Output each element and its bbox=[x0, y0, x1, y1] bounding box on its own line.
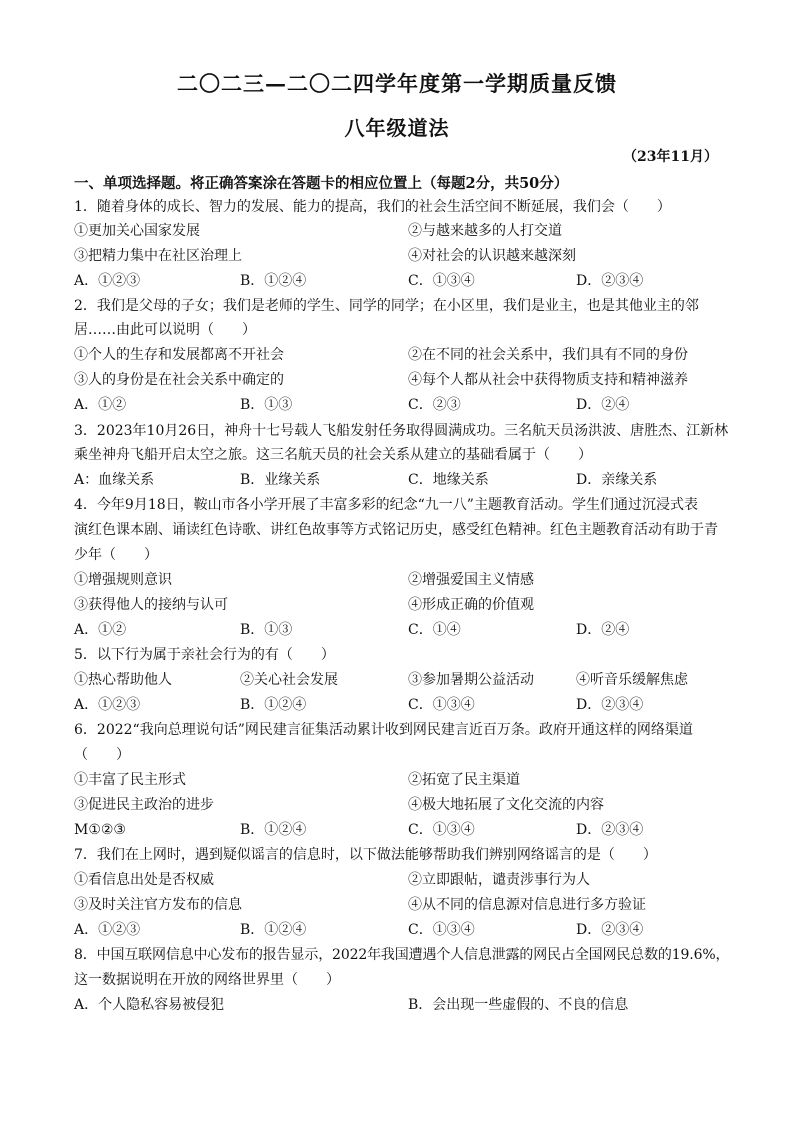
q4-stem-line2: 演红色课本剧、诵读红色诗歌、讲红色故事等方式铭记历史，感受红色精神。红色主题教育活动有助于青 bbox=[74, 522, 718, 538]
section-heading: 一、单项选择题。将正确答案涂在答题卡的相应位置上（每题2分，共50分） bbox=[74, 175, 569, 192]
q5-options bbox=[74, 671, 724, 689]
q7-answer-c: C．①③④ bbox=[408, 922, 475, 938]
q2-answer-c: C．②③ bbox=[408, 397, 461, 413]
q2-option-4: ④每个人都从社会中获得物质支持和精神滋养 bbox=[408, 372, 688, 388]
q1-answers bbox=[74, 272, 724, 290]
q4-answer-a: A．①② bbox=[74, 622, 127, 638]
q6-answers bbox=[74, 821, 724, 839]
q1-answer-a: A．①②③ bbox=[74, 273, 141, 289]
q6-options-row2 bbox=[74, 796, 724, 814]
q6-stem-line1: 6．2022“我向总理说句话”网民建言征集活动累计收到网民建言近百万条。政府开通这样的网络渠道 bbox=[74, 722, 693, 738]
q1-answer-b: B．①②④ bbox=[240, 273, 307, 289]
q4-option-3: ③获得他人的接纳与认可 bbox=[74, 597, 228, 613]
exam-title: 二〇二三—二〇二四学年度第一学期质量反馈 bbox=[177, 71, 617, 96]
q2-answer-b: B．①③ bbox=[240, 397, 293, 413]
q3-answer-c: C．地缘关系 bbox=[408, 472, 489, 488]
q2-stem-line1: 2．我们是父母的子女；我们是老师的学生、同学的同学；在小区里，我们是业主，也是其他业主的邻 bbox=[74, 298, 699, 314]
q3-answer-d: D．亲缘关系 bbox=[576, 472, 658, 488]
q8-option-b: B．会出现一些虚假的、不良的信息 bbox=[408, 997, 629, 1013]
q1-answer-c: C．①③④ bbox=[408, 273, 475, 289]
q3-answer-a: A：血缘关系 bbox=[74, 472, 155, 488]
q7-option-2: ②立即跟帖，谴责涉事行为人 bbox=[408, 872, 590, 888]
q6-options-row1 bbox=[74, 771, 724, 789]
q1-option-4: ④对社会的认识越来越深刻 bbox=[408, 248, 576, 264]
q5-stem: 5．以下行为属于亲社会行为的有（ ） bbox=[74, 647, 335, 663]
q7-option-3: ③及时关注官方发布的信息 bbox=[74, 897, 242, 913]
q3-answer-b: B．业缘关系 bbox=[240, 472, 321, 488]
q1-option-1: ①更加关心国家发展 bbox=[74, 223, 200, 239]
q1-options-row2 bbox=[74, 247, 724, 265]
q2-answer-d: D．②④ bbox=[576, 397, 630, 413]
q7-answers bbox=[74, 921, 724, 939]
q7-option-1: ①看信息出处是否权威 bbox=[74, 872, 214, 888]
q8-option-a: A．个人隐私容易被侵犯 bbox=[74, 997, 225, 1013]
q2-stem-line2: 居……由此可以说明（ ） bbox=[74, 322, 256, 338]
exam-date: （23年11月） bbox=[623, 149, 718, 165]
q2-option-3: ③人的身份是在社会关系中确定的 bbox=[74, 372, 284, 388]
q7-options-row2 bbox=[74, 896, 724, 914]
q5-option-2: ②关心社会发展 bbox=[240, 672, 338, 688]
q7-options-row1 bbox=[74, 871, 724, 889]
q1-option-3: ③把精力集中在社区治理上 bbox=[74, 248, 242, 264]
q4-answer-b: B．①③ bbox=[240, 622, 293, 638]
q2-options-row1 bbox=[74, 346, 724, 364]
q4-option-4: ④形成正确的价值观 bbox=[408, 597, 534, 613]
q6-answer-d: D．②③④ bbox=[576, 822, 644, 838]
q5-option-4: ④听音乐缓解焦虑 bbox=[576, 672, 688, 688]
q1-option-2: ②与越来越多的人打交道 bbox=[408, 223, 562, 239]
q4-option-1: ①增强规则意识 bbox=[74, 572, 172, 588]
q5-answer-d: D．②③④ bbox=[576, 697, 644, 713]
exam-subtitle: 八年级道法 bbox=[344, 116, 450, 140]
q4-stem-line1: 4．今年9月18日，鞍山市各小学开展了丰富多彩的纪念“九一八”主题教育活动。学生们通过沉浸式表 bbox=[74, 497, 698, 513]
q8-options bbox=[74, 996, 724, 1014]
q4-stem-line3: 少年（ ） bbox=[74, 547, 158, 563]
q6-option-1: ①丰富了民主形式 bbox=[74, 772, 186, 788]
q4-answer-c: C．①④ bbox=[408, 622, 461, 638]
q5-option-3: ③参加暑期公益活动 bbox=[408, 672, 534, 688]
q3-stem-line1: 3．2023年10月26日，神舟十七号载人飞船发射任务取得圆满成功。三名航天员汤洪波、唐胜杰、江新林 bbox=[74, 423, 729, 439]
q5-answer-c: C．①③④ bbox=[408, 697, 475, 713]
q6-option-3: ③促进民主政治的进步 bbox=[74, 797, 214, 813]
q7-option-4: ④从不同的信息源对信息进行多方验证 bbox=[408, 897, 646, 913]
q8-stem-line1: 8．中国互联网信息中心发布的报告显示，2022年我国遭遇个人信息泄露的网民占全国网民总数的19.6%， bbox=[74, 947, 730, 963]
q7-answer-a: A．①②③ bbox=[74, 922, 141, 938]
q7-answer-b: B．①②④ bbox=[240, 922, 307, 938]
q5-answer-a: A．①②③ bbox=[74, 697, 141, 713]
q8-stem-line2: 这一数据说明在开放的网络世界里（ ） bbox=[74, 972, 340, 988]
q2-option-2: ②在不同的社会关系中，我们具有不同的身份 bbox=[408, 347, 688, 363]
q4-answer-d: D．②④ bbox=[576, 622, 630, 638]
q3-stem-line2: 乘坐神舟飞船开启太空之旅。这三名航天员的社会关系从建立的基础看属于（ ） bbox=[74, 447, 592, 463]
q4-options-row2 bbox=[74, 596, 724, 614]
q1-answer-d: D．②③④ bbox=[576, 273, 644, 289]
q6-answer-a: M①②③ bbox=[74, 822, 126, 838]
q6-option-2: ②拓宽了民主渠道 bbox=[408, 772, 520, 788]
q2-answers bbox=[74, 396, 724, 414]
q4-answers bbox=[74, 621, 724, 639]
q6-answer-c: C．①③④ bbox=[408, 822, 475, 838]
q2-answer-a: A．①② bbox=[74, 397, 127, 413]
q7-answer-d: D．②③④ bbox=[576, 922, 644, 938]
q2-options-row2 bbox=[74, 371, 724, 389]
q5-answer-b: B．①②④ bbox=[240, 697, 307, 713]
q4-options-row1 bbox=[74, 571, 724, 589]
q1-stem: 1．随着身体的成长、智力的发展、能力的提高，我们的社会生活空间不断延展，我们会（ ） bbox=[74, 199, 671, 215]
q4-option-2: ②增强爱国主义情感 bbox=[408, 572, 534, 588]
q5-answers bbox=[74, 696, 724, 714]
q5-option-1: ①热心帮助他人 bbox=[74, 672, 172, 688]
q7-stem: 7．我们在上网时，遇到疑似谣言的信息时，以下做法能够帮助我们辨别网络谣言的是（ ） bbox=[74, 847, 657, 863]
q6-option-4: ④极大地拓展了文化交流的内容 bbox=[408, 797, 604, 813]
q3-answers bbox=[74, 471, 724, 489]
q6-stem-line2: （ ） bbox=[74, 747, 130, 763]
q2-option-1: ①个人的生存和发展都离不开社会 bbox=[74, 347, 284, 363]
q1-options-row1 bbox=[74, 222, 724, 240]
q6-answer-b: B．①②④ bbox=[240, 822, 307, 838]
